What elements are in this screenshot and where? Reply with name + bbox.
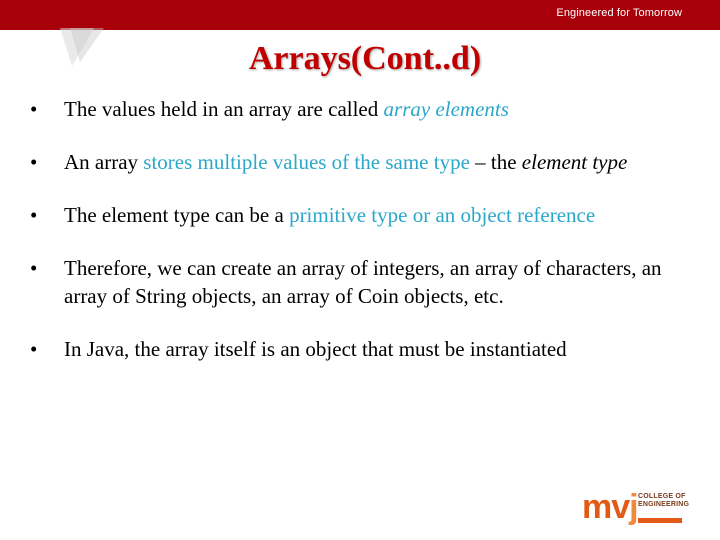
bullet-icon: • — [30, 97, 38, 121]
logo-text — [638, 493, 689, 509]
bullet-text: An array — [64, 150, 144, 174]
bullet-highlight: primitive type or an object reference — [289, 203, 596, 227]
logo-underline — [638, 518, 682, 523]
bullet-item — [30, 254, 690, 310]
logo-mark-mv: mv — [582, 488, 630, 526]
bullet-item — [30, 335, 690, 363]
mvj-logo — [582, 490, 702, 526]
bullet-text: The values held in an array are called — [64, 97, 384, 121]
bullet-icon: • — [30, 256, 38, 280]
bullet-icon: • — [30, 203, 38, 227]
slide-title: Arrays(Cont..d) — [248, 40, 482, 77]
bullet-item — [30, 148, 690, 176]
bullet-text: In Java, the array itself is an object that must be instantiated — [64, 337, 567, 361]
logo-mark — [582, 490, 638, 524]
bullet-text: – the — [469, 150, 522, 174]
bullet-italic: element type — [521, 150, 628, 174]
bullet-icon: • — [30, 150, 38, 174]
bullet-text: The element type can be a — [64, 203, 290, 227]
bullet-highlight: array elements — [383, 97, 509, 121]
bullet-item — [30, 201, 690, 229]
logo-line2: ENGINEERING — [638, 501, 690, 508]
bullet-highlight: stores multiple values of the same type — [143, 150, 470, 174]
bullet-icon: • — [30, 337, 38, 361]
tagline: Engineered for Tomorrow — [556, 7, 682, 19]
bullet-item — [30, 95, 690, 123]
logo-mark-j: j — [629, 488, 638, 526]
bullet-text: Therefore, we can create an array of integers, an array of characters, an array of String objects, an array of Coin objects, etc. — [64, 256, 662, 308]
logo-line1: COLLEGE OF — [638, 493, 686, 500]
bullet-list — [30, 95, 690, 388]
